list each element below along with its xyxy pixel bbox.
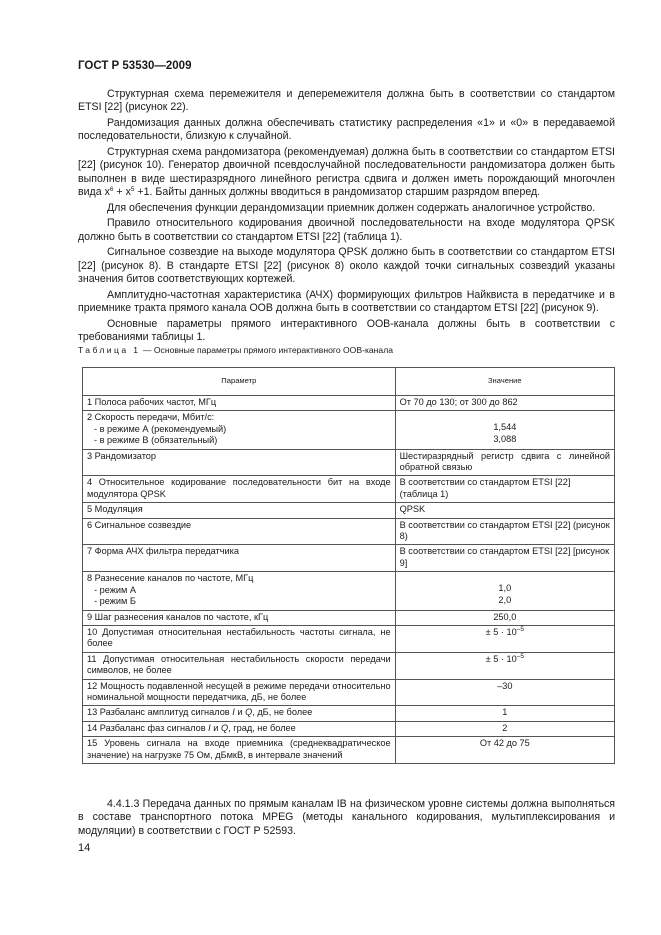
param-cell (83, 572, 396, 610)
value-a: 1,544 (493, 422, 517, 433)
value-b: 3,088 (493, 433, 517, 444)
value-cell: От 42 до 75 (395, 737, 614, 764)
polynomial-plus: + (113, 186, 126, 199)
page-number: 14 (78, 842, 91, 854)
value-a: 1,0 (498, 583, 512, 594)
table-row (83, 449, 615, 476)
param-cell: 6 Сигнальное созвездие (83, 518, 396, 545)
param-text: и (210, 722, 221, 733)
table-row (83, 396, 615, 411)
value-cell (395, 572, 614, 610)
param-cell: 5 Модуляция (83, 503, 396, 518)
table-row (83, 503, 615, 518)
polynomial-tail: +1. Байты данных должны вводиться в рандомизатор старшим разрядом вперед. (134, 186, 541, 199)
polynomial-x1: x (104, 186, 110, 199)
table-row (83, 476, 615, 503)
value-cell: QPSK (395, 503, 614, 518)
table-row (83, 625, 615, 652)
table-caption (78, 345, 393, 355)
paragraph-randomizer-scheme (78, 146, 615, 200)
value-cell: В соответствии со стандартом ETSI [22] (таблица 1) (395, 476, 614, 503)
randomizer-text: Структурная схема рандомизатора (рекомендуемая) должна быть в соответствии со стандартом ETSI [22] (рисунок 10). Генератор двоичной псевдослучайной последовательности рандомизатора должен быть выполнен в виде шестиразрядного линейного регистра сдвига и должен иметь порождающий многочлен вида (78, 146, 615, 199)
paragraph-derandomization: Для обеспечения функции дерандомизации приемник должен содержать аналогичное устройство. (107, 201, 596, 214)
value-exponent: –5 (516, 625, 524, 633)
header-parameter: Параметр (83, 368, 396, 396)
param-cell: 10 Допустимая относительная нестабильность частоты сигнала, не более (83, 625, 396, 652)
param-text: 13 Разбаланс амплитуд сигналов (87, 707, 233, 718)
value-cell: 1 (395, 706, 614, 721)
param-text: и (234, 707, 246, 718)
table-row (83, 706, 615, 721)
closing-paragraph-block (78, 798, 615, 840)
table-row (83, 721, 615, 736)
value-b: 2,0 (498, 594, 512, 605)
header-value: Значение (395, 368, 614, 396)
param-symbol-i: I (208, 722, 211, 733)
param-symbol-i: I (232, 707, 235, 718)
polynomial-x2: x (125, 186, 131, 199)
param-cell: 1 Полоса рабочих частот, МГц (83, 396, 396, 411)
param-cell (83, 706, 396, 721)
value-cell: В соответствии со стандартом ETSI [22] [рисунок 9] (395, 545, 614, 572)
param-cell: 15 Уровень сигнала на входе приемника (среднеквадратическое значение) на нагрузке 75 Ом, дБмкВ, в интервале значений (83, 737, 396, 764)
table-caption-text: — Основные параметры прямого интерактивного ООВ-канала (140, 345, 393, 355)
param-sub-a: - режим А (94, 584, 137, 595)
paragraph-randomization: Рандомизация данных должна обеспечивать статистику распределения «1» и «0» в передаваемой последовательности, близкую к случайной. (78, 117, 615, 143)
value-cell: От 70 до 130; от 300 до 862 (395, 396, 614, 411)
table-row (83, 411, 615, 449)
value-base: ± 5 · 10 (485, 626, 517, 637)
param-cell (83, 411, 396, 449)
param-cell: 11 Допустимая относительная нестабильность скорости передачи символов, не более (83, 652, 396, 679)
table-header-row (83, 368, 615, 396)
table-row (83, 518, 615, 545)
value-exponent: –5 (516, 652, 524, 660)
table-row (83, 652, 615, 679)
param-cell: 12 Мощность подавленной несущей в режиме передачи относительно номинальной мощности передатчика, дБ, не более (83, 679, 396, 706)
param-symbol-q: Q (245, 707, 253, 718)
value-cell: 2 (395, 721, 614, 736)
param-cell: 7 Форма АЧХ фильтра передатчика (83, 545, 396, 572)
param-sub-b: - в режиме В (обязательный) (94, 435, 218, 446)
table-row (83, 545, 615, 572)
value-cell (395, 652, 614, 679)
param-text: , дБ, не более (252, 707, 313, 718)
param-sub-b: - режим Б (94, 596, 136, 607)
value-cell (395, 411, 614, 449)
param-title: 8 Разнесение каналов по частоте, МГц (87, 573, 254, 584)
paragraph-main-parameters: Основные параметры прямого интерактивного ООВ-канала должны быть в соответствии с требованиями таблицы 1. (78, 317, 615, 344)
table-row (83, 679, 615, 706)
paragraph-frequency-response: Амплитудно-частотная характеристика (АЧХ) формирующих фильтров Найквиста в передатчике и в приемнике тракта прямого канала ООВ должна быть в соответствии со стандартом ETSI [22] (рисунок 9). (78, 288, 615, 315)
param-cell: 4 Относительное кодирование последовательности бит на входе модулятора QPSK (83, 476, 396, 503)
table-row (83, 572, 615, 610)
value-cell: 250,0 (395, 610, 614, 625)
param-cell: 9 Шаг разнесения каналов по частоте, кГц (83, 610, 396, 625)
value-cell (395, 625, 614, 652)
body-text (78, 88, 615, 347)
parameters-table (82, 367, 615, 764)
param-title: 2 Скорость передачи, Мбит/с: (87, 412, 215, 423)
paragraph-interleaver: Структурная схема перемежителя и деперемежителя должна быть в соответствии со стандартом ETSI [22] (рисунок 22). (78, 88, 615, 114)
document-header: ГОСТ Р 53530—2009 (78, 60, 192, 72)
param-cell: 3 Рандомизатор (83, 449, 396, 476)
param-text: 14 Разбаланс фаз сигналов (87, 722, 209, 733)
param-symbol-q: Q (220, 722, 229, 733)
value-base: ± 5 · 10 (485, 653, 517, 664)
value-cell: –30 (395, 679, 614, 706)
param-text: , град, не более (228, 722, 296, 733)
paragraph-differential-coding: Правило относительного кодирования двоичной последовательности на входе модулятора QPSK должно быть в соответствии со стандартом ETSI [22] (таблица 1). (78, 217, 615, 243)
value-cell: В соответствии со стандартом ETSI [22] (рисунок 8) (395, 518, 614, 545)
param-sub-a: - в режиме А (рекомендуемый) (94, 423, 227, 434)
value-cell: Шестиразрядный регистр сдвига с линейной обратной связью (395, 449, 614, 476)
table-row (83, 737, 615, 764)
table-caption-label: Таблица 1 (78, 345, 141, 355)
param-cell (83, 721, 396, 736)
paragraph-constellation: Сигнальное созвездие на выходе модулятора QPSK должно быть в соответствии со стандартом ETSI [22] (рисунок 8). В стандарте ETSI [22] (рисунок 8) около каждой точки сигнальных созвездий указаны значения битов соответствующих кортежей. (78, 246, 615, 286)
paragraph-closing: 4.4.1.3 Передача данных по прямым каналам IB на физическом уровне системы должна выполняться в составе транспортного потока MPEG (методы канального кодирования, мультиплексирования и модуляции) в соответствии с ГОСТ Р 52593. (78, 798, 615, 837)
polynomial-exp5: 5 (130, 186, 135, 194)
table-row (83, 610, 615, 625)
polynomial-exp6: 6 (109, 186, 114, 194)
